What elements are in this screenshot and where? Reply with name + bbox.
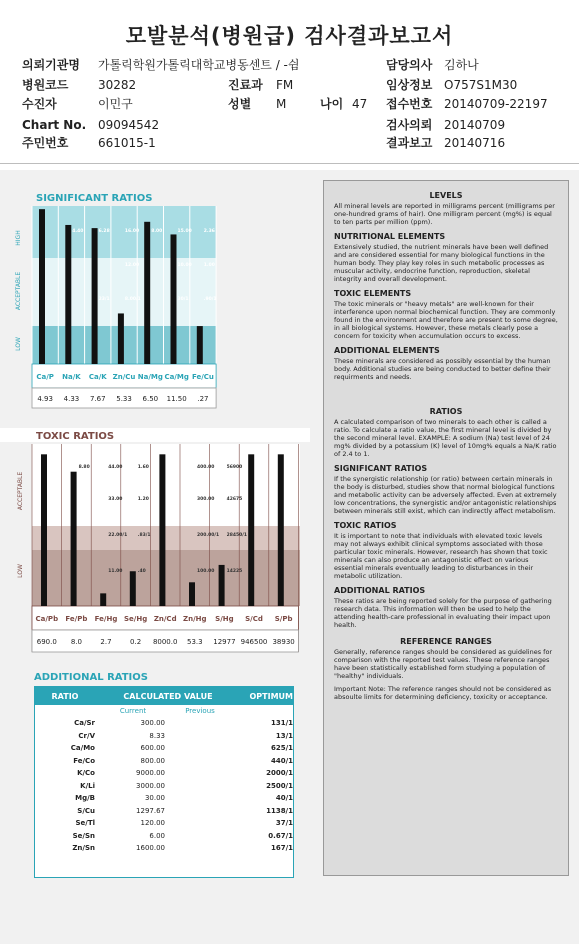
field-request-label: 검사의뢰 xyxy=(386,118,433,132)
info-note-text: Important Note: The reference ranges should not be considered as absoulte limits for determining deficiency, toxicity or acceptance. xyxy=(334,685,552,701)
additional-ratio: K/Co xyxy=(77,769,95,778)
additional-ratio: Fe/Co xyxy=(73,756,95,765)
info-nutritional-text: Extensively studied, the nutrient minerals have been well defined and are considered essential for many biological functions in the human body. They play key roles in such metabolic processes as muscular activity, endocrine function, reproduction, skeletal integrity and overall development. xyxy=(334,243,549,283)
additional-row xyxy=(35,842,293,855)
additional-ratio: Mg/B xyxy=(75,794,95,803)
significant-tick-label: 8.00/1 xyxy=(124,297,141,302)
field-report-value: 20140716 xyxy=(444,136,506,150)
significant-value-label: 4.33 xyxy=(63,395,80,403)
field-clinical-value: O757S1M30 xyxy=(444,78,518,92)
toxic-category-label: Fe/Pb xyxy=(65,615,88,623)
field-sex-label: 성별 xyxy=(228,97,252,111)
toxic-tick-label: 44.00 xyxy=(108,465,123,470)
info-ratios-heading: RATIOS xyxy=(429,407,463,416)
info-ratios-text: A calculated comparison of two minerals to each other is called a ratio. To calculate a ratio value, the first mineral level is divided by the second mineral level. EXAMPLE: A sodium (Na) test level of 24 mg% divided by a potassium (K) level of 10mg% equals a Na/K ratio of 2.4 to 1. xyxy=(334,418,557,458)
additional-ratio: Ca/Sr xyxy=(74,719,95,728)
field-age-label: 나이 xyxy=(320,97,344,111)
significant-tick-label: .90/1 xyxy=(203,297,217,302)
significant-value-label: .27 xyxy=(197,395,209,403)
field-doctor-value: 김하나 xyxy=(444,58,479,72)
toxic-bar-fe-hg xyxy=(100,593,106,606)
toxic-tick-label: 100.00 xyxy=(197,569,215,574)
field-report-label: 결과보고 xyxy=(386,136,433,150)
additional-ratio: Ca/Mo xyxy=(70,744,95,753)
toxic-tick-label: 14225 xyxy=(226,569,243,574)
significant-bar-zn-cu xyxy=(118,313,124,364)
significant-band-acceptable xyxy=(32,258,216,326)
field-resident-label: 주민번호 xyxy=(22,136,69,150)
field-chart-value: 09094542 xyxy=(98,118,160,132)
toxic-value-label: 0.2 xyxy=(130,638,142,646)
significant-bar-ca-p xyxy=(39,209,45,364)
info-additional-text: These minerals are considered as possibly essential by the human body. Additional studies are being conducted to better define their requirments and needs. xyxy=(334,357,551,381)
col-previous: Previous xyxy=(185,707,215,715)
toxic-tick-label: 8.80 xyxy=(78,465,90,470)
toxic-category-label: Se/Hg xyxy=(123,615,148,623)
significant-title: SIGNIFICANT RATIOS xyxy=(36,193,153,204)
toxic-value-label: 946500 xyxy=(240,638,268,646)
additional-optimum: 13/1 xyxy=(275,731,293,740)
toxic-bar-se-hg xyxy=(130,571,136,606)
info-sig-text: If the synergistic relationship (or ratio) between certain minerals in the body is disturbed, studies show that normal biological functions and metabolic activity can be adversely affected. Even at extremely low concentrations, the synergistic and/or antagonistic relationships between minerals still exist, which can indirectly affect metabolism. xyxy=(334,475,557,515)
toxic-bar-s-hg xyxy=(219,565,225,606)
significant-tick-label: 2.36 xyxy=(203,229,215,234)
col-ratio: RATIO xyxy=(51,691,79,701)
significant-tick-label: 23/1 xyxy=(98,297,110,302)
toxic-band-acceptable-label: ACCEPTABLE xyxy=(17,471,24,511)
additional-current: 120.00 xyxy=(140,819,165,828)
toxic-category-label: Fe/Hg xyxy=(94,615,118,623)
significant-value-label: 11.50 xyxy=(166,395,187,403)
additional-current: 3000.00 xyxy=(136,781,165,790)
field-chart-label: Chart No. xyxy=(22,118,87,132)
toxic-tick-label: 200.00/1 xyxy=(197,533,220,538)
significant-category-label: Zn/Cu xyxy=(112,373,136,381)
info-ref-text: Generally, reference ranges should be considered as guidelines for comparison with the reported test values. These reference ranges have been statistically established form studying a population of "healthy" individuals. xyxy=(334,648,553,680)
significant-band-low xyxy=(32,326,216,364)
field-doctor-label: 담당의사 xyxy=(386,58,433,72)
significant-tick-label: 12.00 xyxy=(124,263,140,268)
additional-rows xyxy=(35,717,293,855)
toxic-value-label: 12977 xyxy=(213,638,236,646)
col-calculated: CALCULATED VALUE xyxy=(123,691,213,701)
toxic-value-label: 38930 xyxy=(272,638,295,646)
significant-category-label: Ca/Mg xyxy=(164,373,189,381)
additional-current: 9000.00 xyxy=(136,769,165,778)
significant-category-label: Ca/K xyxy=(88,373,107,381)
additional-row xyxy=(35,817,293,830)
significant-value-label: 6.50 xyxy=(142,395,159,403)
info-levels-heading: LEVELS xyxy=(429,191,463,200)
toxic-band-low-label: LOW xyxy=(17,564,24,578)
additional-optimum: 2000/1 xyxy=(266,769,293,778)
toxic-category-label: S/Cd xyxy=(245,615,263,623)
significant-value-label: 7.67 xyxy=(89,395,106,403)
toxic-tick-label: 11.00 xyxy=(108,569,123,574)
significant-value-label: 5.33 xyxy=(116,395,132,403)
significant-category-label: Na/Mg xyxy=(137,373,163,381)
significant-bar-na-mg xyxy=(144,222,150,364)
field-receipt-label: 접수번호 xyxy=(386,97,433,111)
field-patient-value: 이민구 xyxy=(98,97,133,111)
additional-row xyxy=(35,755,293,768)
info-additional-heading: ADDITIONAL ELEMENTS xyxy=(334,346,440,355)
additional-row xyxy=(35,792,293,805)
field-clinical-label: 임상정보 xyxy=(386,78,433,92)
info-nutritional-heading: NUTRITIONAL ELEMENTS xyxy=(334,232,446,241)
field-patient-label: 수진자 xyxy=(22,97,57,111)
additional-ratio: Se/Sn xyxy=(72,831,95,840)
info-tox-text: It is important to note that individuals with elevated toxic levels may not always exhibit clinical symptoms associated with those particular toxic minerals. However, research has shown that toxic minerals can also produce an antagonistic effect on various essential minerals eventually leading to disturbances in their metabolic utilization. xyxy=(334,532,548,580)
additional-optimum: 131/1 xyxy=(270,719,293,728)
significant-tick-label: 4.40 xyxy=(72,229,84,234)
info-panel xyxy=(323,180,569,876)
toxic-tick-label: 42675 xyxy=(226,497,243,502)
field-request-value: 20140709 xyxy=(444,118,506,132)
significant-bar-ca-mg xyxy=(171,234,177,364)
significant-band-high-label: HIGH xyxy=(15,230,22,246)
toxic-value-label: 690.0 xyxy=(36,638,57,646)
field-department-value: FM xyxy=(276,78,294,92)
significant-tick-label: 8.00 xyxy=(151,229,163,234)
significant-bar-fe-cu xyxy=(197,326,203,364)
additional-optimum: 37/1 xyxy=(275,819,293,828)
significant-band-acceptable-label: ACCEPTABLE xyxy=(15,271,22,311)
additional-current: 600.00 xyxy=(140,744,165,753)
significant-bar-ca-k xyxy=(92,228,98,364)
field-institution-value: 가톨릭학원가톨릭대학교병동센트 / -쉼 xyxy=(98,58,300,72)
toxic-chart xyxy=(0,428,310,652)
additional-ratios-table xyxy=(34,686,294,878)
toxic-title: TOXIC RATIOS xyxy=(36,431,115,442)
significant-tick-label: 30/1 xyxy=(177,297,189,302)
field-resident-value: 661015-1 xyxy=(98,136,156,150)
significant-tick-label: 15.00 xyxy=(177,229,192,234)
toxic-category-label: Ca/Pb xyxy=(35,615,59,623)
col-optimum: OPTIMUM xyxy=(249,691,293,701)
toxic-tick-label: 56900 xyxy=(226,465,243,470)
additional-ratio: Cr/V xyxy=(78,731,95,740)
toxic-tick-label: 28450/1 xyxy=(226,533,248,538)
significant-tick-label: 6.28 xyxy=(98,229,110,234)
additional-current: 30.00 xyxy=(144,794,165,803)
additional-ratio: Zn/Sn xyxy=(72,844,95,853)
toxic-bar-fe-pb xyxy=(71,472,77,606)
additional-row xyxy=(35,805,293,818)
toxic-value-label: 2.7 xyxy=(100,638,112,646)
additional-optimum: 1138/1 xyxy=(266,806,293,815)
significant-value-label: 4.93 xyxy=(37,395,53,403)
toxic-tick-label: .40 xyxy=(137,569,146,574)
additional-current: 1600.00 xyxy=(136,844,165,853)
ratio-charts xyxy=(0,186,310,676)
additional-row xyxy=(35,742,293,755)
toxic-value-label: 8.0 xyxy=(70,638,82,646)
info-add-heading: ADDITIONAL RATIOS xyxy=(334,586,426,595)
field-institution: 의뢰기관명 xyxy=(22,58,80,72)
toxic-category-label: S/Hg xyxy=(215,615,234,623)
field-age-value: 47 xyxy=(352,97,368,111)
toxic-category-label: Zn/Cd xyxy=(153,615,177,623)
info-tox-heading: TOXIC RATIOS xyxy=(334,521,397,530)
significant-tick-label: 16.00 xyxy=(124,229,140,234)
additional-optimum: 625/1 xyxy=(270,744,293,753)
toxic-tick-label: 22.00/1 xyxy=(108,533,128,538)
field-hospital-code-label: 병원코드 xyxy=(22,78,69,92)
significant-tick-label: 10.00 xyxy=(177,263,192,268)
info-sig-heading: SIGNIFICANT RATIOS xyxy=(334,464,428,473)
significant-chart xyxy=(15,193,217,408)
toxic-bar-s-cd xyxy=(248,454,254,606)
info-add-text: These ratios are being reported solely for the purpose of gathering research data. This information will then be used to help the attending health-care professional in evaluating their impact upon health. xyxy=(334,597,552,629)
toxic-value-label: 53.3 xyxy=(187,638,203,646)
toxic-tick-label: 1.60 xyxy=(137,465,149,470)
significant-tick-label: 1.00 xyxy=(203,263,215,268)
info-levels-text: All mineral levels are reported in milligrams percent (milligrams per one-hundred grams of hair). One milligram percent (mg%) is equal to ten parts per million (ppm). xyxy=(334,202,555,226)
toxic-tick-label: 400.00 xyxy=(197,465,215,470)
significant-band-low-label: LOW xyxy=(15,337,22,351)
toxic-bar-zn-hg xyxy=(189,582,195,606)
additional-ratio: Se/Tl xyxy=(75,819,95,828)
toxic-tick-label: .83/1 xyxy=(137,533,151,538)
toxic-tick-label: 1.20 xyxy=(137,497,149,502)
additional-ratio: S/Cu xyxy=(77,806,95,815)
additional-ratio: K/Li xyxy=(80,781,95,790)
additional-current: 800.00 xyxy=(140,756,165,765)
info-toxic-text: The toxic minerals or "heavy metals" are well-known for their interference upon normal biochemical function. They are commonly found in the environment and therefore are present to some degree, in all biological systems. However, these metals clearly pose a concern for toxicity when accumulation occurs to excess. xyxy=(334,300,558,340)
toxic-tick-label: 300.00 xyxy=(197,497,215,502)
additional-optimum: 2500/1 xyxy=(266,781,293,790)
additional-row xyxy=(35,830,293,843)
additional-current: 8.33 xyxy=(149,731,165,740)
toxic-category-label: Zn/Hg xyxy=(183,615,207,623)
significant-category-label: Na/K xyxy=(62,373,81,381)
field-department-label: 진료과 xyxy=(228,78,263,92)
additional-row xyxy=(35,730,293,743)
additional-row xyxy=(35,717,293,730)
significant-category-label: Fe/Cu xyxy=(191,373,214,381)
toxic-value-label: 8000.0 xyxy=(152,638,178,646)
toxic-tick-label: 33.00 xyxy=(108,497,123,502)
field-sex-value: M xyxy=(276,97,287,111)
toxic-category-label: S/Pb xyxy=(274,615,293,623)
info-ref-heading: REFERENCE RANGES xyxy=(400,637,492,646)
additional-optimum: 40/1 xyxy=(275,794,293,803)
significant-category-label: Ca/P xyxy=(36,373,54,381)
additional-current: 1297.67 xyxy=(136,806,165,815)
additional-subheader xyxy=(35,705,293,717)
toxic-bar-ca-pb xyxy=(41,454,47,606)
additional-title: ADDITIONAL RATIOS xyxy=(34,672,148,683)
field-receipt-value: 20140709-22197 xyxy=(444,97,548,111)
significant-bar-na-k xyxy=(65,225,71,364)
additional-optimum: 0.67/1 xyxy=(268,831,293,840)
additional-current: 300.00 xyxy=(140,719,165,728)
additional-optimum: 440/1 xyxy=(270,756,293,765)
report-title: 모발분석(병원급) 검사결과보고서 xyxy=(125,24,454,48)
toxic-bar-s-pb xyxy=(278,454,284,606)
additional-row xyxy=(35,780,293,793)
additional-optimum: 167/1 xyxy=(270,844,293,853)
info-toxic-heading: TOXIC ELEMENTS xyxy=(334,289,412,298)
col-current: Current xyxy=(119,707,147,715)
additional-current: 6.00 xyxy=(149,831,165,840)
header-divider xyxy=(0,163,579,164)
additional-row xyxy=(35,767,293,780)
toxic-bar-zn-cd xyxy=(159,454,165,606)
field-hospital-code-value: 30282 xyxy=(98,78,137,92)
additional-header xyxy=(35,687,293,705)
